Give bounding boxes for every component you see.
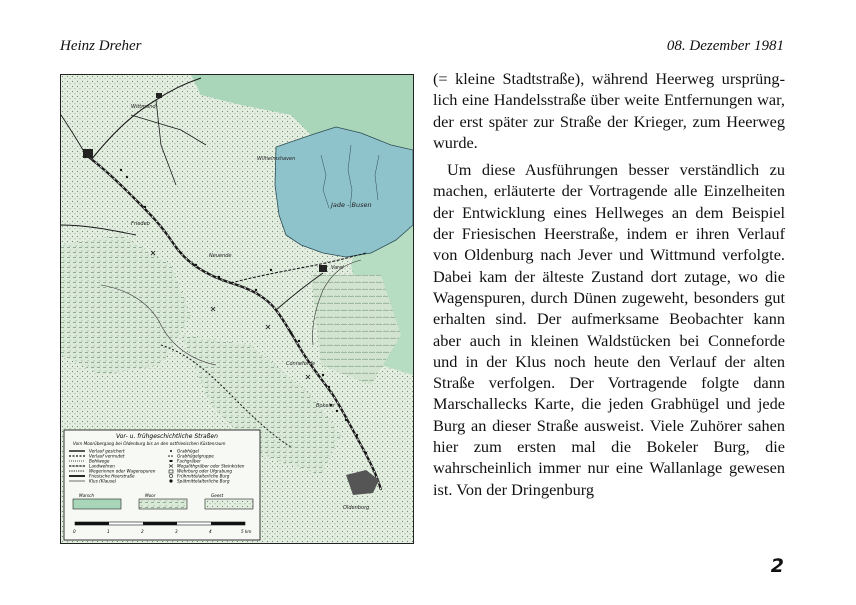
legend-right-item-1: Grabhügel <box>177 448 199 454</box>
map-legend <box>64 430 260 540</box>
legend-swatch-label-moor: Moor <box>145 493 156 498</box>
legend-left-item-2: Verlauf vermutet <box>89 453 125 459</box>
legend-title: Vor- u. frühgeschichtliche Straßen <box>116 433 218 440</box>
legend-left-item-7: Klus (Klause) <box>89 478 117 484</box>
legend-left-item-4: Landwehren <box>89 463 115 469</box>
legend-left-item-1: Verlauf gesichert <box>89 448 125 454</box>
legend-swatch-label-geest: Geest <box>211 493 224 498</box>
legend-left-item-5: Wegerinnen oder Wagenspuren <box>89 468 156 474</box>
scale-label-2: 2 <box>141 529 144 534</box>
legend-left-item-6: Friesische Heerstraße <box>89 473 135 479</box>
label-friedeb: Friedeb <box>131 221 150 227</box>
legend-right-item-5: Wehrburg oder Ufgrabung <box>177 468 233 474</box>
scale-label-4: 4 <box>209 529 212 534</box>
jade-busen-water <box>275 127 413 257</box>
page-number: 2 <box>770 555 784 577</box>
legend-right-item-4: Megalithgräber oder Steinkisten <box>177 463 245 469</box>
legend-subtitle: Vom Moorübergang bei Oldenburg bis an den ostfriesischen Küstenraum <box>73 441 226 446</box>
scale-label-0: 0 <box>73 529 76 534</box>
header-date: 08. Dezember 1981 <box>666 38 784 54</box>
legend-scale-bar <box>75 522 245 525</box>
scale-label-5: 5 km <box>241 529 252 534</box>
legend-right-item-6: Frühmittelalterliche Burg <box>177 473 230 479</box>
label-conneforde: Conneforde <box>286 361 316 367</box>
legend-left-item-3: Bohlwege <box>89 458 110 464</box>
label-jade-busen: Jade - Busen <box>331 201 372 209</box>
legend-swatch-marsch <box>73 499 121 509</box>
legend-swatch-label-marsch: Marsch <box>79 493 95 498</box>
header-author: Heinz Dreher <box>60 38 142 54</box>
label-neuende: Neuende <box>209 253 232 259</box>
label-wittmund: Wittmund <box>131 104 156 110</box>
legend-right-item-2: Grabhügelgruppe <box>177 453 214 459</box>
scale-label-3: 3 <box>175 529 178 534</box>
body-paragraph-2: Um diese Ausführungen besser verständlich zu machen, erläuterte der Vortragende alle Einzelheiten der Entwicklung eines Hellweges an dem Beispiel der Friesischen Heerstraße, indem er ihren Verlauf von Oldenburg nach Jever und Wittmund verfolgte. Dabei kam der älteste Zustand dort zutage, wo die Wagenspuren, durch Dünen zugeweht, besonders gut erhalten sind. Der aufmerksame Beobachter kann aber auch in kleinen Waldstücken bei Conneforde und in der Klus noch heute den Verlauf der alten Straße verfolgen. Der Vortragende folgte dann Marschallecks Karte, die jeden Grabhügel und jede Burg an dieser Straße ausweist. Viele Zuhörer sahen hier zum ersten mal die Bokeler Burg, die wahrscheinlich immer nur eine Wallanlage gewesen ist. Von der Dringenburg <box>433 160 785 499</box>
legend-right-item-3: Fachgräber <box>177 458 201 464</box>
legend-swatch-moor <box>139 499 187 509</box>
legend-swatch-geest <box>205 499 253 509</box>
historic-road-map <box>60 74 414 544</box>
label-oldenburg: Oldenburg <box>343 505 370 511</box>
body-paragraph-1: (= kleine Stadtstraße), während Heerweg ursprüng-lich eine Handelsstraße über weite Entfernungen war, der erst später zur Straße der Krieger, zum Heerweg wurde. <box>433 69 785 152</box>
label-varel: Varel <box>331 265 344 271</box>
label-bokeler: Bokeler <box>316 403 335 409</box>
legend-right-item-7: Spätmittelalterliche Burg <box>177 478 230 484</box>
scale-label-1: 1 <box>107 529 110 534</box>
label-wilhelmshaven: Wilhelmshaven <box>257 156 296 162</box>
body-text-column <box>433 68 785 500</box>
